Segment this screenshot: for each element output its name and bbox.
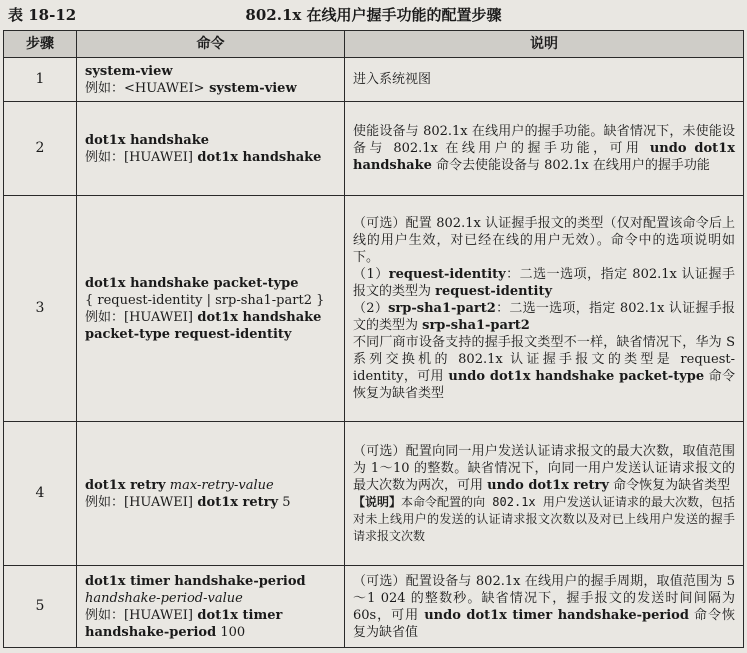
command-cell xyxy=(77,566,345,648)
command-example: 例如：[HUAWEI] dot1x timer handshake-period 100 xyxy=(85,607,283,640)
description-note: 【说明】本命令配置的向 802.1x 用户发送认证请求的最大次数，包括对未上线用户的发送的认证请求报文次数以及对已上线用户发送的握手请求报文次数 xyxy=(353,494,735,543)
command-syntax: dot1x handshake packet-type xyxy=(85,275,299,291)
step-number: 4 xyxy=(4,422,77,566)
description-cell: 使能设备与 802.1x 在线用户的握手功能。缺省情况下，未使能设备与 802.1x 在线用户的握手功能，可用 undo dot1x handshake 命令去使能设备与 802.1x 在线用户的握手功能 xyxy=(345,102,744,196)
command-example: 例如：[HUAWEI] dot1x handshake xyxy=(85,149,322,165)
table-row xyxy=(4,196,744,422)
command-parameter: handshake-period-value xyxy=(85,590,243,606)
command-cell xyxy=(77,58,345,102)
step-number: 2 xyxy=(4,102,77,196)
command-cell xyxy=(77,196,345,422)
table-row xyxy=(4,58,744,102)
step-number: 5 xyxy=(4,566,77,648)
command-example: 例如：<HUAWEI> system-view xyxy=(85,80,297,96)
table-row xyxy=(4,422,744,566)
description-cell xyxy=(345,422,744,566)
table-caption xyxy=(0,0,747,28)
command-options: { request-identity | srp-sha1-part2 } xyxy=(85,292,325,308)
command-syntax: system-view xyxy=(85,63,173,79)
header-description: 说明 xyxy=(345,31,744,58)
header-step: 步骤 xyxy=(4,31,77,58)
command-cell xyxy=(77,422,345,566)
description-cell: 进入系统视图 xyxy=(345,58,744,102)
description-text: （可选）配置向同一用户发送认证请求报文的最大次数，取值范围为 1～10 的整数。缺省情况下，向同一用户发送认证请求报文的最大次数为两次，可用 undo dot1x retry 命令恢复为缺省类型 xyxy=(353,443,735,493)
option-request-identity: （1）request-identity：二选一选项，指定 802.1x 认证握手报文的类型为 request-identity xyxy=(353,267,735,299)
table-header-row xyxy=(4,31,744,58)
description-cell: （可选）配置设备与 802.1x 在线用户的握手周期，取值范围为 5～1 024 的整数秒。缺省情况下，握手报文的发送时间间隔为 60s，可用 undo dot1x timer handshake-period 命令恢复为缺省值 xyxy=(345,566,744,648)
table-row xyxy=(4,102,744,196)
command-syntax: dot1x timer handshake-period xyxy=(85,573,306,589)
command-example: 例如：[HUAWEI] dot1x handshake packet-type request-identity xyxy=(85,309,322,342)
command-example: 例如：[HUAWEI] dot1x retry 5 xyxy=(85,494,291,510)
command-cell xyxy=(77,102,345,196)
step-number: 3 xyxy=(4,196,77,422)
command-syntax: dot1x handshake xyxy=(85,132,209,148)
table-number: 表 18-12 xyxy=(8,6,77,24)
header-command: 命令 xyxy=(77,31,345,58)
option-srp-sha1-part2: （2）srp-sha1-part2：二选一选项，指定 802.1x 认证握手报文的类型为 srp-sha1-part2 xyxy=(353,301,735,333)
description-tail: 不同厂商市设备支持的握手报文类型不一样，缺省情况下，华为 S 系列交换机的 802.1x 认证握手报文的类型是 request-identity，可用 undo dot1x handshake packet-type 命令恢复为缺省类型 xyxy=(353,335,736,401)
description-intro: （可选）配置 802.1x 认证握手报文的类型（仅对配置该命令后上线的用户生效，对已经在线的用户无效）。命令中的选项说明如下。 xyxy=(353,216,735,265)
table-title: 802.1x 在线用户握手功能的配置步骤 xyxy=(245,6,502,24)
command-syntax: dot1x retry max-retry-value xyxy=(85,477,274,493)
step-number: 1 xyxy=(4,58,77,102)
table-row xyxy=(4,566,744,648)
config-steps-table xyxy=(3,30,744,648)
description-cell xyxy=(345,196,744,422)
